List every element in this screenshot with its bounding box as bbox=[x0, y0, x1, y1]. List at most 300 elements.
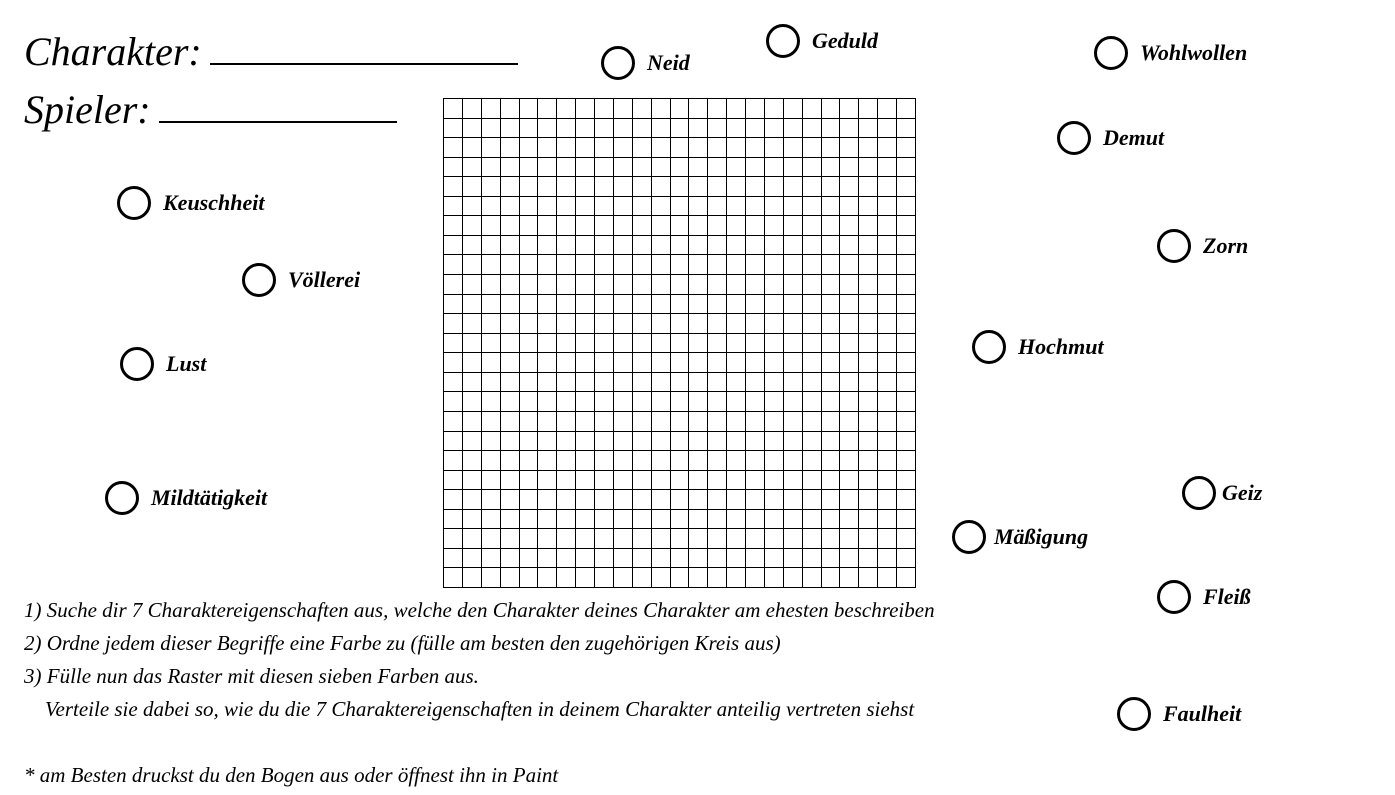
grid-cell[interactable] bbox=[520, 255, 539, 275]
grid-cell[interactable] bbox=[463, 510, 482, 530]
grid-cell[interactable] bbox=[689, 451, 708, 471]
grid-cell[interactable] bbox=[520, 490, 539, 510]
grid-cell[interactable] bbox=[840, 177, 859, 197]
circle-icon[interactable] bbox=[1157, 580, 1191, 614]
grid-cell[interactable] bbox=[482, 177, 501, 197]
grid-cell[interactable] bbox=[689, 119, 708, 139]
grid-cell[interactable] bbox=[652, 99, 671, 119]
grid-cell[interactable] bbox=[840, 451, 859, 471]
grid-cell[interactable] bbox=[595, 529, 614, 549]
grid-cell[interactable] bbox=[822, 568, 841, 588]
grid-cell[interactable] bbox=[633, 392, 652, 412]
grid-cell[interactable] bbox=[538, 236, 557, 256]
grid-cell[interactable] bbox=[727, 255, 746, 275]
grid-cell[interactable] bbox=[840, 412, 859, 432]
grid-cell[interactable] bbox=[652, 177, 671, 197]
circle-icon[interactable] bbox=[601, 46, 635, 80]
grid-cell[interactable] bbox=[501, 236, 520, 256]
grid-cell[interactable] bbox=[765, 314, 784, 334]
grid-cell[interactable] bbox=[557, 549, 576, 569]
grid-cell[interactable] bbox=[463, 549, 482, 569]
grid-cell[interactable] bbox=[595, 216, 614, 236]
grid-cell[interactable] bbox=[538, 197, 557, 217]
grid-cell[interactable] bbox=[878, 334, 897, 354]
grid-cell[interactable] bbox=[803, 549, 822, 569]
grid-cell[interactable] bbox=[595, 255, 614, 275]
grid-cell[interactable] bbox=[614, 295, 633, 315]
grid-cell[interactable] bbox=[765, 568, 784, 588]
grid-cell[interactable] bbox=[859, 216, 878, 236]
grid-cell[interactable] bbox=[520, 373, 539, 393]
grid-cell[interactable] bbox=[595, 334, 614, 354]
grid-cell[interactable] bbox=[784, 216, 803, 236]
grid-cell[interactable] bbox=[746, 412, 765, 432]
grid-cell[interactable] bbox=[482, 529, 501, 549]
grid-cell[interactable] bbox=[765, 99, 784, 119]
grid-cell[interactable] bbox=[557, 412, 576, 432]
grid-cell[interactable] bbox=[746, 510, 765, 530]
grid-cell[interactable] bbox=[727, 432, 746, 452]
trait-hochmut[interactable] bbox=[972, 330, 1104, 364]
grid-cell[interactable] bbox=[463, 529, 482, 549]
grid-cell[interactable] bbox=[652, 216, 671, 236]
grid-cell[interactable] bbox=[520, 471, 539, 491]
grid-cell[interactable] bbox=[803, 236, 822, 256]
grid-cell[interactable] bbox=[765, 392, 784, 412]
grid-cell[interactable] bbox=[595, 314, 614, 334]
grid-cell[interactable] bbox=[878, 451, 897, 471]
grid-cell[interactable] bbox=[576, 334, 595, 354]
grid-cell[interactable] bbox=[708, 334, 727, 354]
grid-cell[interactable] bbox=[784, 490, 803, 510]
grid-cell[interactable] bbox=[633, 314, 652, 334]
grid-cell[interactable] bbox=[501, 353, 520, 373]
grid-cell[interactable] bbox=[765, 373, 784, 393]
grid-cell[interactable] bbox=[803, 158, 822, 178]
grid-cell[interactable] bbox=[595, 99, 614, 119]
grid-cell[interactable] bbox=[633, 510, 652, 530]
grid-cell[interactable] bbox=[803, 314, 822, 334]
grid-cell[interactable] bbox=[840, 432, 859, 452]
grid-cell[interactable] bbox=[633, 412, 652, 432]
grid-cell[interactable] bbox=[878, 490, 897, 510]
grid-cell[interactable] bbox=[746, 490, 765, 510]
grid-cell[interactable] bbox=[784, 412, 803, 432]
grid-cell[interactable] bbox=[822, 138, 841, 158]
grid-cell[interactable] bbox=[689, 353, 708, 373]
grid-cell[interactable] bbox=[463, 568, 482, 588]
grid-cell[interactable] bbox=[859, 99, 878, 119]
grid-cell[interactable] bbox=[746, 432, 765, 452]
grid-cell[interactable] bbox=[689, 216, 708, 236]
grid-cell[interactable] bbox=[595, 138, 614, 158]
grid-cell[interactable] bbox=[482, 197, 501, 217]
grid-cell[interactable] bbox=[652, 510, 671, 530]
grid-cell[interactable] bbox=[822, 490, 841, 510]
grid-cell[interactable] bbox=[765, 334, 784, 354]
grid-cell[interactable] bbox=[633, 99, 652, 119]
grid-cell[interactable] bbox=[652, 568, 671, 588]
grid-cell[interactable] bbox=[727, 568, 746, 588]
grid-cell[interactable] bbox=[501, 158, 520, 178]
grid-cell[interactable] bbox=[576, 138, 595, 158]
trait-fleiss[interactable] bbox=[1157, 580, 1251, 614]
grid-cell[interactable] bbox=[520, 412, 539, 432]
grid-cell[interactable] bbox=[671, 216, 690, 236]
grid-cell[interactable] bbox=[614, 373, 633, 393]
grid-cell[interactable] bbox=[576, 99, 595, 119]
grid-cell[interactable] bbox=[444, 392, 463, 412]
grid-cell[interactable] bbox=[859, 432, 878, 452]
grid-cell[interactable] bbox=[784, 471, 803, 491]
grid-cell[interactable] bbox=[746, 334, 765, 354]
grid-cell[interactable] bbox=[557, 216, 576, 236]
grid-cell[interactable] bbox=[614, 99, 633, 119]
grid-cell[interactable] bbox=[501, 373, 520, 393]
grid-cell[interactable] bbox=[727, 392, 746, 412]
grid-cell[interactable] bbox=[784, 353, 803, 373]
grid-cell[interactable] bbox=[501, 275, 520, 295]
grid-cell[interactable] bbox=[482, 334, 501, 354]
grid-cell[interactable] bbox=[746, 216, 765, 236]
grid-cell[interactable] bbox=[840, 255, 859, 275]
grid-cell[interactable] bbox=[671, 510, 690, 530]
grid-cell[interactable] bbox=[897, 490, 916, 510]
grid-cell[interactable] bbox=[840, 490, 859, 510]
grid-cell[interactable] bbox=[878, 197, 897, 217]
grid-cell[interactable] bbox=[708, 373, 727, 393]
player-input-line[interactable] bbox=[159, 93, 397, 123]
grid-cell[interactable] bbox=[557, 236, 576, 256]
grid-cell[interactable] bbox=[482, 314, 501, 334]
grid-cell[interactable] bbox=[784, 568, 803, 588]
grid-cell[interactable] bbox=[822, 529, 841, 549]
grid-cell[interactable] bbox=[689, 568, 708, 588]
grid-cell[interactable] bbox=[576, 392, 595, 412]
grid-cell[interactable] bbox=[520, 568, 539, 588]
grid-cell[interactable] bbox=[840, 373, 859, 393]
grid-cell[interactable] bbox=[859, 510, 878, 530]
grid-cell[interactable] bbox=[859, 451, 878, 471]
grid-cell[interactable] bbox=[576, 177, 595, 197]
grid-cell[interactable] bbox=[444, 412, 463, 432]
grid-cell[interactable] bbox=[784, 177, 803, 197]
grid-cell[interactable] bbox=[746, 353, 765, 373]
grid-cell[interactable] bbox=[727, 529, 746, 549]
grid-cell[interactable] bbox=[765, 236, 784, 256]
grid-cell[interactable] bbox=[840, 353, 859, 373]
grid-cell[interactable] bbox=[463, 353, 482, 373]
grid-cell[interactable] bbox=[708, 451, 727, 471]
grid-cell[interactable] bbox=[633, 216, 652, 236]
grid-cell[interactable] bbox=[727, 216, 746, 236]
grid-cell[interactable] bbox=[765, 138, 784, 158]
grid-cell[interactable] bbox=[727, 197, 746, 217]
grid-cell[interactable] bbox=[859, 334, 878, 354]
grid-cell[interactable] bbox=[595, 510, 614, 530]
grid-cell[interactable] bbox=[501, 432, 520, 452]
grid-cell[interactable] bbox=[840, 236, 859, 256]
grid-cell[interactable] bbox=[595, 275, 614, 295]
grid-cell[interactable] bbox=[614, 412, 633, 432]
grid-cell[interactable] bbox=[897, 353, 916, 373]
grid-cell[interactable] bbox=[633, 275, 652, 295]
grid-cell[interactable] bbox=[614, 529, 633, 549]
grid-cell[interactable] bbox=[671, 119, 690, 139]
grid-cell[interactable] bbox=[557, 158, 576, 178]
grid-cell[interactable] bbox=[557, 119, 576, 139]
grid-cell[interactable] bbox=[822, 314, 841, 334]
grid-cell[interactable] bbox=[538, 373, 557, 393]
grid-cell[interactable] bbox=[614, 490, 633, 510]
grid-cell[interactable] bbox=[859, 236, 878, 256]
grid-cell[interactable] bbox=[538, 216, 557, 236]
grid-cell[interactable] bbox=[520, 236, 539, 256]
grid-cell[interactable] bbox=[614, 510, 633, 530]
grid-cell[interactable] bbox=[746, 451, 765, 471]
grid-cell[interactable] bbox=[746, 99, 765, 119]
grid-cell[interactable] bbox=[859, 275, 878, 295]
grid-cell[interactable] bbox=[482, 490, 501, 510]
grid-cell[interactable] bbox=[633, 138, 652, 158]
grid-cell[interactable] bbox=[765, 275, 784, 295]
grid-cell[interactable] bbox=[482, 510, 501, 530]
grid-cell[interactable] bbox=[614, 471, 633, 491]
grid-cell[interactable] bbox=[897, 510, 916, 530]
grid-cell[interactable] bbox=[878, 471, 897, 491]
grid-cell[interactable] bbox=[803, 119, 822, 139]
grid-cell[interactable] bbox=[897, 529, 916, 549]
grid-cell[interactable] bbox=[822, 432, 841, 452]
grid-cell[interactable] bbox=[633, 236, 652, 256]
grid-cell[interactable] bbox=[463, 314, 482, 334]
grid-cell[interactable] bbox=[482, 236, 501, 256]
grid-cell[interactable] bbox=[878, 392, 897, 412]
grid-cell[interactable] bbox=[444, 138, 463, 158]
grid-cell[interactable] bbox=[520, 138, 539, 158]
grid-cell[interactable] bbox=[671, 373, 690, 393]
grid-cell[interactable] bbox=[538, 510, 557, 530]
grid-cell[interactable] bbox=[520, 392, 539, 412]
grid-cell[interactable] bbox=[878, 432, 897, 452]
grid-cell[interactable] bbox=[840, 275, 859, 295]
grid-cell[interactable] bbox=[784, 451, 803, 471]
grid-cell[interactable] bbox=[897, 236, 916, 256]
grid-cell[interactable] bbox=[822, 412, 841, 432]
grid-cell[interactable] bbox=[859, 353, 878, 373]
grid-cell[interactable] bbox=[746, 236, 765, 256]
grid-cell[interactable] bbox=[633, 334, 652, 354]
grid-cell[interactable] bbox=[689, 510, 708, 530]
grid-cell[interactable] bbox=[708, 568, 727, 588]
grid-cell[interactable] bbox=[784, 529, 803, 549]
grid-cell[interactable] bbox=[727, 412, 746, 432]
grid-cell[interactable] bbox=[463, 99, 482, 119]
grid-cell[interactable] bbox=[444, 549, 463, 569]
grid-cell[interactable] bbox=[784, 295, 803, 315]
grid-cell[interactable] bbox=[538, 158, 557, 178]
grid-cell[interactable] bbox=[520, 216, 539, 236]
grid-cell[interactable] bbox=[576, 275, 595, 295]
grid-cell[interactable] bbox=[652, 236, 671, 256]
grid-cell[interactable] bbox=[689, 295, 708, 315]
grid-cell[interactable] bbox=[614, 138, 633, 158]
grid-cell[interactable] bbox=[822, 177, 841, 197]
grid-cell[interactable] bbox=[463, 255, 482, 275]
grid-cell[interactable] bbox=[803, 275, 822, 295]
grid-cell[interactable] bbox=[822, 197, 841, 217]
grid-cell[interactable] bbox=[878, 549, 897, 569]
grid-cell[interactable] bbox=[708, 392, 727, 412]
grid-cell[interactable] bbox=[482, 549, 501, 569]
grid-cell[interactable] bbox=[444, 451, 463, 471]
grid-cell[interactable] bbox=[784, 99, 803, 119]
grid-cell[interactable] bbox=[614, 275, 633, 295]
grid-cell[interactable] bbox=[557, 432, 576, 452]
grid-cell[interactable] bbox=[784, 334, 803, 354]
grid-cell[interactable] bbox=[538, 471, 557, 491]
grid-cell[interactable] bbox=[652, 314, 671, 334]
grid-cell[interactable] bbox=[444, 197, 463, 217]
grid-cell[interactable] bbox=[689, 549, 708, 569]
grid-cell[interactable] bbox=[652, 490, 671, 510]
grid-cell[interactable] bbox=[633, 432, 652, 452]
grid-cell[interactable] bbox=[727, 119, 746, 139]
grid-cell[interactable] bbox=[633, 451, 652, 471]
circle-icon[interactable] bbox=[1094, 36, 1128, 70]
grid-cell[interactable] bbox=[671, 99, 690, 119]
grid-cell[interactable] bbox=[784, 373, 803, 393]
grid-cell[interactable] bbox=[897, 177, 916, 197]
grid-cell[interactable] bbox=[520, 275, 539, 295]
grid-cell[interactable] bbox=[878, 373, 897, 393]
grid-cell[interactable] bbox=[784, 236, 803, 256]
grid-cell[interactable] bbox=[878, 510, 897, 530]
grid-cell[interactable] bbox=[463, 295, 482, 315]
grid-cell[interactable] bbox=[482, 119, 501, 139]
grid-cell[interactable] bbox=[727, 99, 746, 119]
grid-cell[interactable] bbox=[784, 158, 803, 178]
grid-cell[interactable] bbox=[482, 99, 501, 119]
grid-cell[interactable] bbox=[482, 471, 501, 491]
grid-cell[interactable] bbox=[765, 119, 784, 139]
circle-icon[interactable] bbox=[117, 186, 151, 220]
grid-cell[interactable] bbox=[444, 510, 463, 530]
grid-cell[interactable] bbox=[765, 197, 784, 217]
grid-cell[interactable] bbox=[576, 412, 595, 432]
grid-cell[interactable] bbox=[708, 510, 727, 530]
grid-cell[interactable] bbox=[765, 255, 784, 275]
grid-cell[interactable] bbox=[803, 432, 822, 452]
grid-cell[interactable] bbox=[557, 197, 576, 217]
grid-cell[interactable] bbox=[444, 255, 463, 275]
grid-cell[interactable] bbox=[840, 295, 859, 315]
grid-cell[interactable] bbox=[444, 295, 463, 315]
grid-cell[interactable] bbox=[746, 295, 765, 315]
grid-cell[interactable] bbox=[897, 216, 916, 236]
grid-cell[interactable] bbox=[633, 529, 652, 549]
grid-cell[interactable] bbox=[746, 275, 765, 295]
grid-cell[interactable] bbox=[671, 255, 690, 275]
grid-cell[interactable] bbox=[538, 295, 557, 315]
grid-cell[interactable] bbox=[557, 99, 576, 119]
grid-cell[interactable] bbox=[463, 119, 482, 139]
grid-cell[interactable] bbox=[463, 392, 482, 412]
grid-cell[interactable] bbox=[538, 275, 557, 295]
grid-cell[interactable] bbox=[727, 471, 746, 491]
grid-cell[interactable] bbox=[765, 216, 784, 236]
grid-cell[interactable] bbox=[652, 471, 671, 491]
grid-cell[interactable] bbox=[652, 549, 671, 569]
circle-icon[interactable] bbox=[766, 24, 800, 58]
grid-cell[interactable] bbox=[803, 177, 822, 197]
grid-cell[interactable] bbox=[746, 119, 765, 139]
grid-cell[interactable] bbox=[520, 529, 539, 549]
grid-cell[interactable] bbox=[501, 471, 520, 491]
grid-cell[interactable] bbox=[463, 471, 482, 491]
grid-cell[interactable] bbox=[878, 295, 897, 315]
grid-cell[interactable] bbox=[614, 236, 633, 256]
grid-cell[interactable] bbox=[689, 334, 708, 354]
grid-cell[interactable] bbox=[538, 99, 557, 119]
grid-cell[interactable] bbox=[671, 490, 690, 510]
grid-cell[interactable] bbox=[633, 295, 652, 315]
grid-cell[interactable] bbox=[538, 314, 557, 334]
grid-cell[interactable] bbox=[727, 314, 746, 334]
grid-cell[interactable] bbox=[463, 451, 482, 471]
grid-cell[interactable] bbox=[822, 549, 841, 569]
grid-cell[interactable] bbox=[614, 255, 633, 275]
grid-cell[interactable] bbox=[671, 314, 690, 334]
grid-cell[interactable] bbox=[482, 451, 501, 471]
grid-cell[interactable] bbox=[501, 334, 520, 354]
grid-cell[interactable] bbox=[803, 373, 822, 393]
circle-icon[interactable] bbox=[1057, 121, 1091, 155]
grid-cell[interactable] bbox=[671, 529, 690, 549]
grid-cell[interactable] bbox=[614, 432, 633, 452]
grid-cell[interactable] bbox=[859, 158, 878, 178]
grid-cell[interactable] bbox=[520, 295, 539, 315]
trait-wohlwollen[interactable] bbox=[1094, 36, 1247, 70]
grid-cell[interactable] bbox=[482, 568, 501, 588]
grid-cell[interactable] bbox=[576, 471, 595, 491]
grid-cell[interactable] bbox=[501, 549, 520, 569]
grid-cell[interactable] bbox=[784, 510, 803, 530]
grid-cell[interactable] bbox=[840, 314, 859, 334]
grid-cell[interactable] bbox=[463, 412, 482, 432]
grid-cell[interactable] bbox=[538, 392, 557, 412]
grid-cell[interactable] bbox=[822, 510, 841, 530]
grid-cell[interactable] bbox=[595, 373, 614, 393]
trait-keuschheit[interactable] bbox=[117, 186, 264, 220]
grid-cell[interactable] bbox=[708, 432, 727, 452]
circle-icon[interactable] bbox=[952, 520, 986, 554]
grid-cell[interactable] bbox=[652, 373, 671, 393]
circle-icon[interactable] bbox=[1182, 476, 1216, 510]
grid-cell[interactable] bbox=[840, 197, 859, 217]
grid-cell[interactable] bbox=[878, 353, 897, 373]
grid-cell[interactable] bbox=[708, 549, 727, 569]
grid-cell[interactable] bbox=[840, 510, 859, 530]
grid-cell[interactable] bbox=[689, 412, 708, 432]
grid-cell[interactable] bbox=[689, 177, 708, 197]
grid-cell[interactable] bbox=[463, 334, 482, 354]
grid-cell[interactable] bbox=[727, 549, 746, 569]
grid-cell[interactable] bbox=[840, 392, 859, 412]
grid-cell[interactable] bbox=[859, 373, 878, 393]
grid-cell[interactable] bbox=[897, 549, 916, 569]
grid-cell[interactable] bbox=[689, 529, 708, 549]
